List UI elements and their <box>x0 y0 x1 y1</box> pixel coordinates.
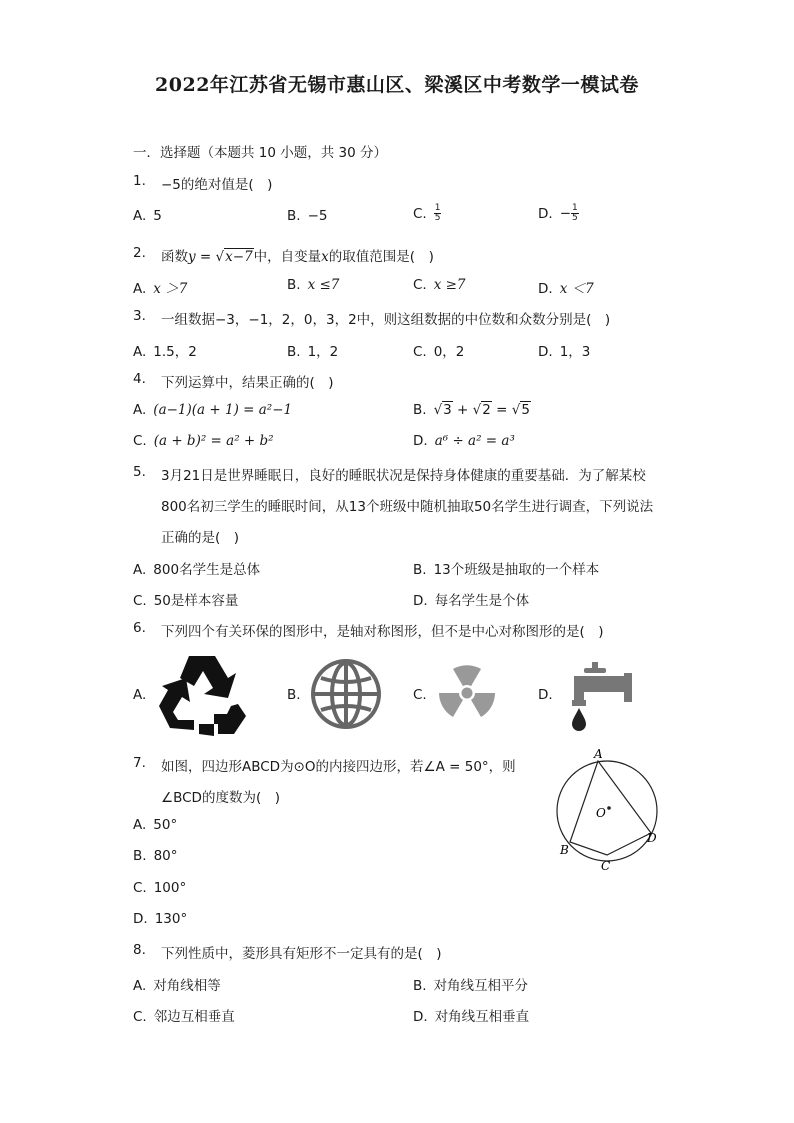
option-value: 13个班级是抽取的一个样本 <box>433 562 600 578</box>
q8-option-b <box>413 974 528 994</box>
option-label: B. <box>287 277 301 293</box>
question-text-line-1: 3月21日是世界睡眠日，良好的睡眠状况是保持身体健康的重要基础．为了解某校 <box>161 468 646 484</box>
option-label: A. <box>133 208 147 224</box>
option-value: 100° <box>153 880 187 896</box>
option-label: D. <box>413 1009 428 1025</box>
q7-option-b <box>133 848 178 864</box>
label-c: C <box>601 859 611 873</box>
q4-option-b: B. √3 + √2 = √5 <box>413 402 530 418</box>
option-value: 130° <box>154 911 188 927</box>
q3-option-b <box>287 340 338 360</box>
option-label: B. <box>133 848 147 864</box>
question-number: 5. <box>133 464 146 480</box>
option-value: −5 <box>307 208 328 224</box>
q5-option-a <box>133 558 260 578</box>
q1-option-a <box>133 208 162 224</box>
q4-option-d <box>413 433 515 449</box>
q5-option-d <box>413 589 529 609</box>
text-part: 中，自变量 <box>253 249 322 265</box>
q1-option-b <box>287 208 327 224</box>
option-label: B. <box>287 208 301 224</box>
q2-option-a <box>133 277 187 297</box>
option-value: a⁶ ÷ a² = a³ <box>434 433 515 449</box>
recycle-icon <box>156 650 248 738</box>
q1-option-c <box>413 204 441 223</box>
option-label: D. <box>538 344 553 360</box>
q2-option-b <box>287 277 339 293</box>
fraction <box>571 204 579 223</box>
text-part: 的取值范围是( ) <box>328 249 434 265</box>
option-label: A. <box>133 344 147 360</box>
math-var: y <box>188 249 196 265</box>
question-text-line-2: 800名初三学生的睡眠时间，从13个班级中随机抽取50名学生进行调查，下列说法 <box>161 499 654 515</box>
q8-option-c <box>133 1005 235 1025</box>
option-label: D. <box>413 433 428 449</box>
plus: + <box>452 402 473 418</box>
question-text: 下列运算中，结果正确的( ) <box>161 375 334 391</box>
question-number: 2. <box>133 245 146 261</box>
option-label: B. <box>287 344 301 360</box>
q4-option-c <box>133 433 274 449</box>
option-value: 800名学生是总体 <box>153 562 261 578</box>
option-label: C. <box>133 433 147 449</box>
option-value: (a + b)² = a² + b² <box>153 433 274 449</box>
equals: = <box>195 249 216 265</box>
label-b: B <box>560 843 569 857</box>
globe-icon <box>307 656 385 732</box>
option-label: D. <box>133 911 148 927</box>
q6-option-c-label: C. <box>413 687 427 703</box>
q7-option-c <box>133 880 186 896</box>
page-title: 2022年江苏省无锡市惠山区、梁溪区中考数学一模试卷 <box>155 74 639 96</box>
center-point <box>607 806 611 810</box>
q2-option-c <box>413 277 466 293</box>
option-label: A. <box>133 562 147 578</box>
question-text-line-1: 如图，四边形ABCD为⊙O的内接四边形，若∠A = 50°，则 <box>161 759 516 775</box>
label-o: O <box>596 806 606 820</box>
option-label: B. <box>413 978 427 994</box>
radiation-icon <box>436 662 498 724</box>
circle-quadrilateral-figure <box>550 746 666 874</box>
option-value: 1，3 <box>559 344 591 360</box>
option-value: 80° <box>153 848 178 864</box>
circle-o <box>557 761 657 861</box>
option-label: C. <box>133 880 147 896</box>
option-value: x ≥7 <box>433 277 466 293</box>
question-text: −5的绝对值是( ) <box>161 177 273 193</box>
math-var: x <box>321 249 329 265</box>
minus-sign: − <box>559 205 571 222</box>
text-part: 函数 <box>161 249 188 265</box>
question-number: 3. <box>133 308 146 324</box>
option-label: A. <box>133 817 147 833</box>
option-label: D. <box>538 205 553 222</box>
q2-option-d <box>538 277 594 297</box>
q1-option-d <box>538 204 579 223</box>
option-value: 每名学生是个体 <box>434 593 530 609</box>
option-label: A. <box>133 281 147 297</box>
question-number: 7. <box>133 755 146 771</box>
q6-option-a-label: A. <box>133 687 147 703</box>
option-value: 1.5，2 <box>153 344 197 360</box>
question-text: 一组数据−3，−1，2，0，3，2中，则这组数据的中位数和众数分别是( ) <box>161 312 611 328</box>
option-value: (a−1)(a + 1) = a²−1 <box>153 402 293 418</box>
option-label: C. <box>133 1009 147 1025</box>
option-label: A. <box>133 978 147 994</box>
option-label: B. <box>413 402 427 418</box>
radicand: 2 <box>482 402 491 418</box>
q8-option-a <box>133 974 221 994</box>
q7-option-d <box>133 911 187 927</box>
label-d: D <box>647 831 657 845</box>
option-value: 对角线相等 <box>153 978 221 994</box>
question-number: 4. <box>133 371 146 387</box>
option-value: x ≤7 <box>307 277 340 293</box>
option-value: 5 <box>153 208 162 224</box>
option-label: B. <box>413 562 427 578</box>
question-number: 6. <box>133 620 146 636</box>
denominator: 5 <box>572 213 578 223</box>
question-text: 函数y = √x−7中，自变量x的取值范围是( ) <box>161 249 434 265</box>
q5-option-c <box>133 589 238 609</box>
option-value: 0，2 <box>433 344 465 360</box>
numerator: 1 <box>434 203 441 213</box>
q8-option-d <box>413 1005 529 1025</box>
option-value: 50是样本容量 <box>153 593 239 609</box>
q7-option-a <box>133 817 177 833</box>
option-value: 对角线互相平分 <box>433 978 529 994</box>
option-value: x ＜7 <box>559 281 594 297</box>
option-label: C. <box>413 344 427 360</box>
option-label: C. <box>133 593 147 609</box>
radicand: 3 <box>443 402 452 418</box>
q3-option-c <box>413 340 464 360</box>
option-value: x ＞7 <box>153 281 188 297</box>
option-label: C. <box>413 205 427 222</box>
option-label: A. <box>133 402 147 418</box>
option-label: C. <box>413 277 427 293</box>
question-text-line-3: 正确的是( ) <box>161 530 240 546</box>
q3-option-d <box>538 340 590 360</box>
option-label: D. <box>413 593 428 609</box>
question-text: 下列四个有关环保的图形中，是轴对称图形，但不是中心对称图形的是( ) <box>161 624 604 640</box>
label-a: A <box>594 747 603 761</box>
numerator: 1 <box>572 203 578 213</box>
q6-option-b-label: B. <box>287 687 301 703</box>
option-value: 50° <box>153 817 178 833</box>
q6-option-d-label: D. <box>538 687 553 703</box>
question-text: 下列性质中，菱形具有矩形不一定具有的是( ) <box>161 946 442 962</box>
question-text-line-2: ∠BCD的度数为( ) <box>161 790 280 806</box>
equals: = <box>491 402 512 418</box>
denominator: 5 <box>434 213 441 223</box>
fraction <box>434 204 442 223</box>
q4-option-a <box>133 402 292 418</box>
question-number: 8. <box>133 942 146 958</box>
option-value: 1，2 <box>307 344 339 360</box>
faucet-icon <box>562 660 638 732</box>
option-value: 邻边互相垂直 <box>153 1009 235 1025</box>
q5-option-b <box>413 558 599 578</box>
section-heading: 一．选择题（本题共 10 小题，共 30 分） <box>133 145 388 161</box>
radicand: 5 <box>521 402 530 418</box>
question-number: 1. <box>133 173 146 189</box>
option-label: D. <box>538 281 553 297</box>
option-value: 对角线互相垂直 <box>434 1009 530 1025</box>
q3-option-a <box>133 340 197 360</box>
radicand: x−7 <box>225 249 253 265</box>
